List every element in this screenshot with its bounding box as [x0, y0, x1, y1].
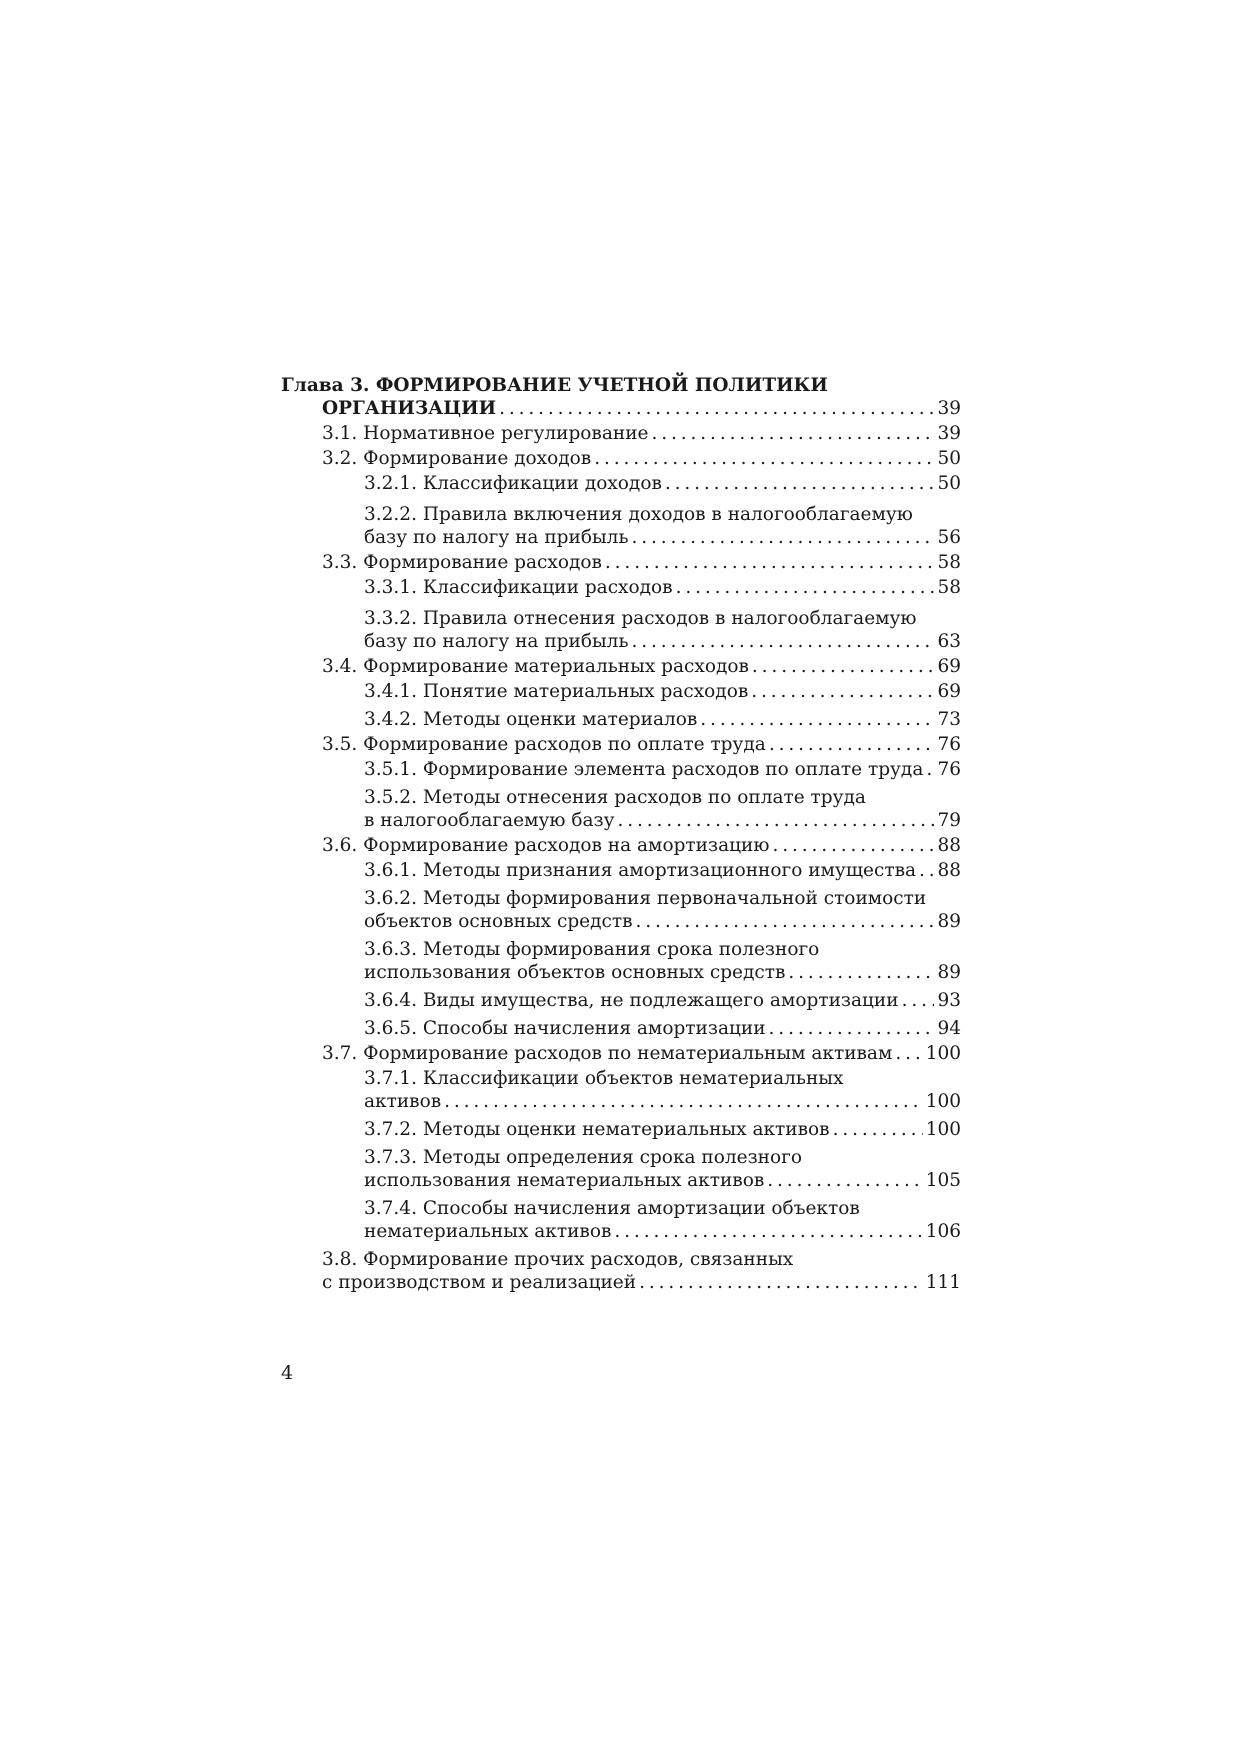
entry-title: 3.4. Формирование материальных расходов: [322, 656, 749, 677]
toc-entry-3-3: [281, 551, 961, 574]
entry-title: 3.2.1. Классификации доходов: [364, 473, 662, 494]
toc-entry-3-6-4: [281, 989, 961, 1012]
page-ref: 58: [937, 577, 961, 598]
toc-entry-3-2-1: [281, 472, 961, 495]
entry-title: 3.4.1. Понятие материальных расходов: [364, 681, 749, 702]
leader-dots: [926, 758, 934, 781]
leader-dots: [618, 809, 935, 832]
leader-dots: [614, 1220, 922, 1243]
page-ref: 88: [937, 860, 961, 881]
entry-title: 3.6. Формирование расходов на амортизацию: [322, 835, 770, 856]
toc-entry-3-2: [281, 447, 961, 470]
toc-entry-3-4-1: [281, 680, 961, 703]
page-ref: 100: [925, 1043, 961, 1064]
leader-dots: [767, 1169, 922, 1192]
entry-title: 3.7.2. Методы оценки нематериальных активов: [364, 1119, 830, 1140]
leader-dots: [769, 1017, 935, 1040]
entry-title-line1: 3.7.3. Методы определения срока полезного: [364, 1147, 802, 1168]
entry-title: 3.6.5. Способы начисления амортизации: [364, 1018, 766, 1039]
entry-title: 3.2. Формирование доходов: [322, 448, 592, 469]
entry-title-line1: 3.6.2. Методы формирования первоначальной стоимости: [364, 888, 927, 909]
leader-dots: [499, 397, 934, 420]
leader-dots: [751, 680, 934, 703]
leader-dots: [594, 447, 934, 470]
toc-entry-3-5-1: [281, 758, 961, 781]
entry-title-line1: 3.2.2. Правила включения доходов в налогооблагаемую: [364, 504, 913, 525]
page-ref: 79: [937, 810, 961, 831]
page-ref: 111: [925, 1272, 961, 1293]
page-ref: 93: [937, 990, 961, 1011]
entry-title: 3.1. Нормативное регулирование: [322, 423, 649, 444]
toc-entry-3-5: [281, 733, 961, 756]
page-ref: 94: [937, 1018, 961, 1039]
page-ref: 89: [937, 962, 961, 983]
entry-title: 3.6.4. Виды имущества, не подлежащего амортизации: [364, 990, 899, 1011]
page-ref: 69: [937, 681, 961, 702]
leader-dots: [769, 733, 935, 756]
entry-title-line1: 3.7.4. Способы начисления амортизации объектов: [364, 1198, 860, 1219]
page-ref: 56: [937, 527, 961, 548]
chapter-title-line1: Глава 3. ФОРМИРОВАНИЕ УЧЕТНОЙ ПОЛИТИКИ: [281, 375, 828, 396]
toc-entry-3-5-2: [281, 786, 961, 832]
leader-dots: [665, 472, 935, 495]
page-ref: 50: [937, 448, 961, 469]
leader-dots: [752, 655, 935, 678]
entry-title-line2: объектов основных средств: [364, 911, 633, 932]
entry-title-line2: нематериальных активов: [364, 1221, 612, 1242]
page-ref: 39: [937, 398, 961, 419]
page-ref: 89: [937, 911, 961, 932]
toc-entry-3-4: [281, 655, 961, 678]
toc-entry-3-8: [281, 1248, 961, 1294]
toc-entry-3-6: [281, 834, 961, 857]
toc-entry-3-7-2: [281, 1118, 961, 1141]
entry-title: 3.5. Формирование расходов по оплате труда: [322, 734, 766, 755]
entry-title-line2: использования объектов основных средств: [364, 962, 786, 983]
leader-dots: [636, 910, 935, 933]
entry-title-line2: базу по налогу на прибыль: [364, 527, 629, 548]
toc-entry-3-3-2: [281, 607, 961, 653]
entry-title-line1: 3.5.2. Методы отнесения расходов по оплате труда: [364, 787, 866, 808]
leader-dots: [605, 551, 935, 574]
page-ref: 76: [937, 734, 961, 755]
toc-entry-3-7-3: [281, 1146, 961, 1192]
page-ref: 63: [937, 631, 961, 652]
page-ref: 58: [937, 552, 961, 573]
entry-title-line2: базу по налогу на прибыль: [364, 631, 629, 652]
entry-title: 3.4.2. Методы оценки материалов: [364, 709, 698, 730]
leader-dots: [833, 1118, 923, 1141]
toc-entry-3-4-2: [281, 708, 961, 731]
entry-title-line1: 3.8. Формирование прочих расходов, связанных: [322, 1249, 794, 1270]
entry-title-line1: 3.3.2. Правила отнесения расходов в налогооблагаемую: [364, 608, 917, 629]
toc-entry-3-1: [281, 422, 961, 445]
leader-dots: [700, 708, 934, 731]
page-ref: 100: [925, 1091, 961, 1112]
leader-dots: [676, 576, 935, 599]
entry-title-line2: с производством и реализацией: [322, 1272, 637, 1293]
leader-dots: [444, 1090, 923, 1113]
entry-title-line2: активов: [364, 1091, 442, 1112]
page-ref: 50: [937, 473, 961, 494]
entry-title-line1: 3.6.3. Методы формирования срока полезного: [364, 939, 820, 960]
leader-dots: [632, 630, 935, 653]
entry-title: 3.5.1. Формирование элемента расходов по оплате труда: [364, 759, 924, 780]
toc-entry-3-6-2: [281, 887, 961, 933]
toc-entry-3-6-5: [281, 1017, 961, 1040]
page-ref: 88: [937, 835, 961, 856]
page-ref: 100: [925, 1119, 961, 1140]
page-number: 4: [281, 1362, 294, 1384]
page-ref: 76: [937, 759, 961, 780]
toc-entry-3-2-2: [281, 503, 961, 549]
leader-dots: [788, 961, 934, 984]
leader-dots: [895, 1042, 922, 1065]
toc-entry-3-7: [281, 1042, 961, 1065]
toc-chapter-3: [281, 374, 961, 420]
leader-dots: [902, 989, 935, 1012]
leader-dots: [632, 526, 935, 549]
entry-title: 3.3.1. Классификации расходов: [364, 577, 673, 598]
toc-entry-3-7-1: [281, 1067, 961, 1113]
chapter-title-line2: ОРГАНИЗАЦИИ: [322, 398, 497, 419]
page-ref: 69: [937, 656, 961, 677]
leader-dots: [919, 859, 934, 882]
leader-dots: [651, 422, 934, 445]
entry-title-line1: 3.7.1. Классификации объектов нематериальных: [364, 1068, 844, 1089]
leader-dots: [639, 1271, 923, 1294]
page-ref: 106: [925, 1221, 961, 1242]
leader-dots: [772, 834, 934, 857]
page-ref: 73: [937, 709, 961, 730]
entry-title-line2: в налогооблагаемую базу: [364, 810, 615, 831]
table-of-contents: [281, 374, 961, 1296]
page-ref: 39: [937, 423, 961, 444]
toc-entry-3-3-1: [281, 576, 961, 599]
toc-entry-3-7-4: [281, 1197, 961, 1243]
entry-title: 3.3. Формирование расходов: [322, 552, 602, 573]
entry-title: 3.7. Формирование расходов по нематериальным активам: [322, 1043, 893, 1064]
entry-title-line2: использования нематериальных активов: [364, 1170, 765, 1191]
toc-entry-3-6-3: [281, 938, 961, 984]
toc-entry-3-6-1: [281, 859, 961, 882]
entry-title: 3.6.1. Методы признания амортизационного имущества: [364, 860, 917, 881]
page-ref: 105: [925, 1170, 961, 1191]
